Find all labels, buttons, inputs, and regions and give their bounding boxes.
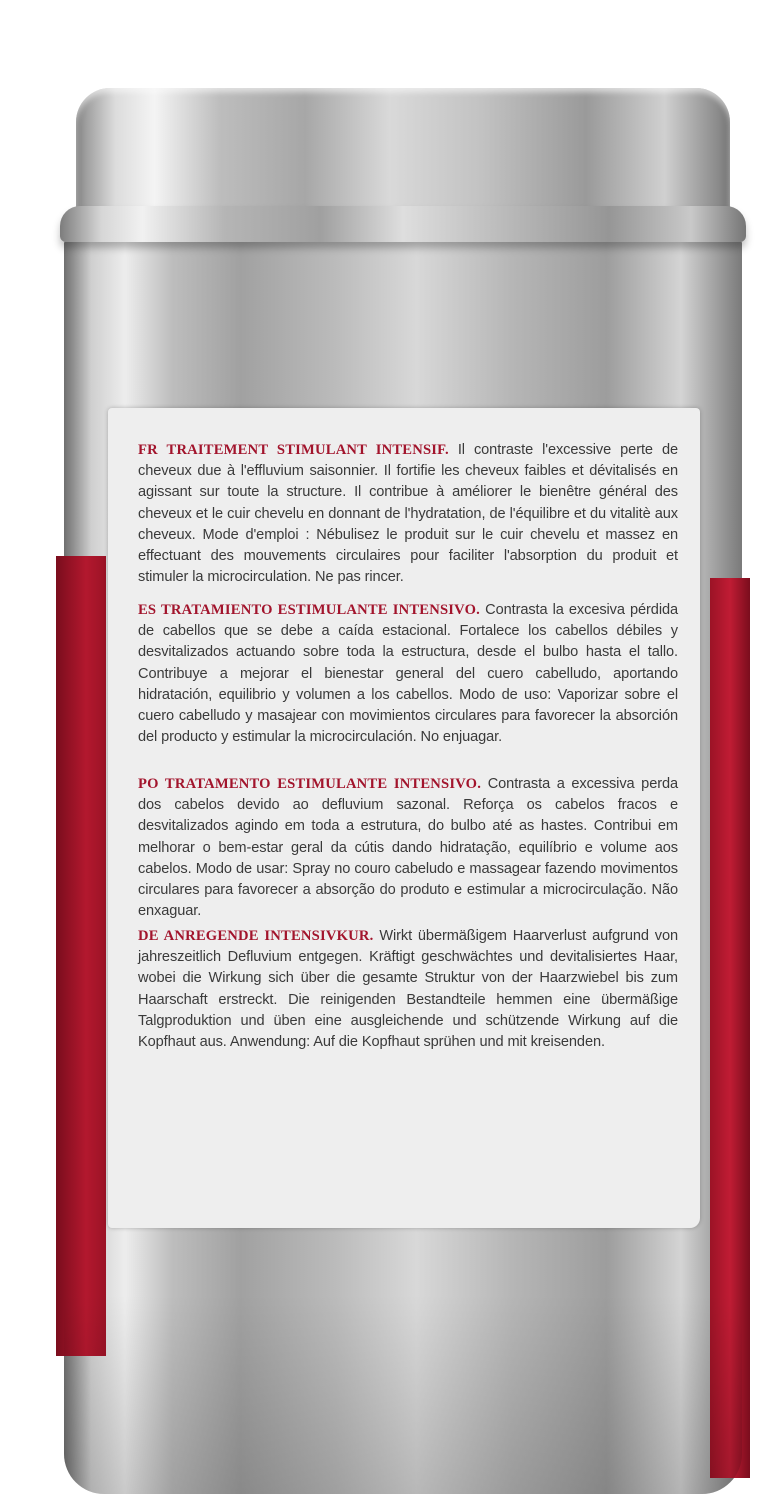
tin-lid-rim [60, 206, 746, 242]
red-band-left [56, 556, 106, 1356]
paragraph-heading-es: ES TRATAMIENTO ESTIMULANTE INTENSIVO. [138, 602, 481, 618]
paragraph-heading-po: PO TRATAMENTO ESTIMULANTE INTENSIVO. [138, 776, 482, 792]
paragraph-text-es: Contrasta la excesiva pérdida de cabellos que se debe a caída estacional. Fortalece los cabellos débiles y desvitalizados actuando sobre toda la estructura, desde el bulbo hasta el tallo. Contribuye a mejorar el bienestar general del cuero cabelludo, aportando hidratación, equilibrio y volumen a los cabellos. Modo de uso: Vaporizar sobre el cuero cabelludo y masajear con movimientos circulares para favorecer la absorción del producto y estimular la microcirculación. No enjuagar. [138, 602, 679, 746]
paragraph-text-po: Contrasta a excessiva perda dos cabelos devido ao defluvium sazonal. Reforça os cabelos fracos e desvitalizados agindo em toda a estrutura, do bulbo até as hastes. Contribui em melhorar o bem-estar geral da cútis dando hidratação, equilíbrio e volume aos cabelos. Modo de usar: Spray no couro cabeludo e massagear fazendo movimentos circulares para favorecer a absorção do produto e estimular a microcirculação. Não enxaguar. [138, 776, 678, 920]
paragraph-heading-fr: FR TRAITEMENT STIMULANT INTENSIF. [138, 442, 449, 458]
product-label [108, 408, 700, 1228]
paragraph-es [138, 600, 678, 748]
paragraph-po [138, 774, 678, 922]
paragraph-text-fr: Il contraste l'excessive perte de cheveux due à l'effluvium saisonnier. Il fortifie les cheveux faibles et dévitalisés en agissant sur toute la structure. Il contribue à améliorer le bienêtre général des cheveux et le cuir chevelu en donnant de l'hydratation, de l'équilibre et du vitalitè aux cheveux. Mode d'emploi : Nébulisez le produit sur le cuir chevelu et massez en effectuant des mouvements circulaires pour faciliter l'absorption du produit et stimuler la microcirculation. Ne pas rincer. [138, 442, 678, 586]
paragraph-heading-de: DE ANREGENDE INTENSIVKUR. [138, 928, 374, 944]
paragraph-text-de: Wirkt übermäßigem Haarverlust aufgrund von jahreszeitlich Defluvium entgegen. Kräftigt geschwächtes und devitalisiertes Haar, wobei die Wirkung sich über die gesamte Struktur von der Haarzwiebel bis zum Haarschaft erstreckt. Die reinigenden Bestandteile hemmen eine übermäßige Talgproduktion und üben eine ausgleichende und schützende Wirkung auf die Kopfhaut aus. Anwendung: Auf die Kopfhaut sprühen und mit kreisenden. [138, 928, 678, 1051]
paragraph-de [138, 926, 678, 1053]
paragraph-fr [138, 440, 678, 588]
red-band-right [710, 578, 750, 1478]
